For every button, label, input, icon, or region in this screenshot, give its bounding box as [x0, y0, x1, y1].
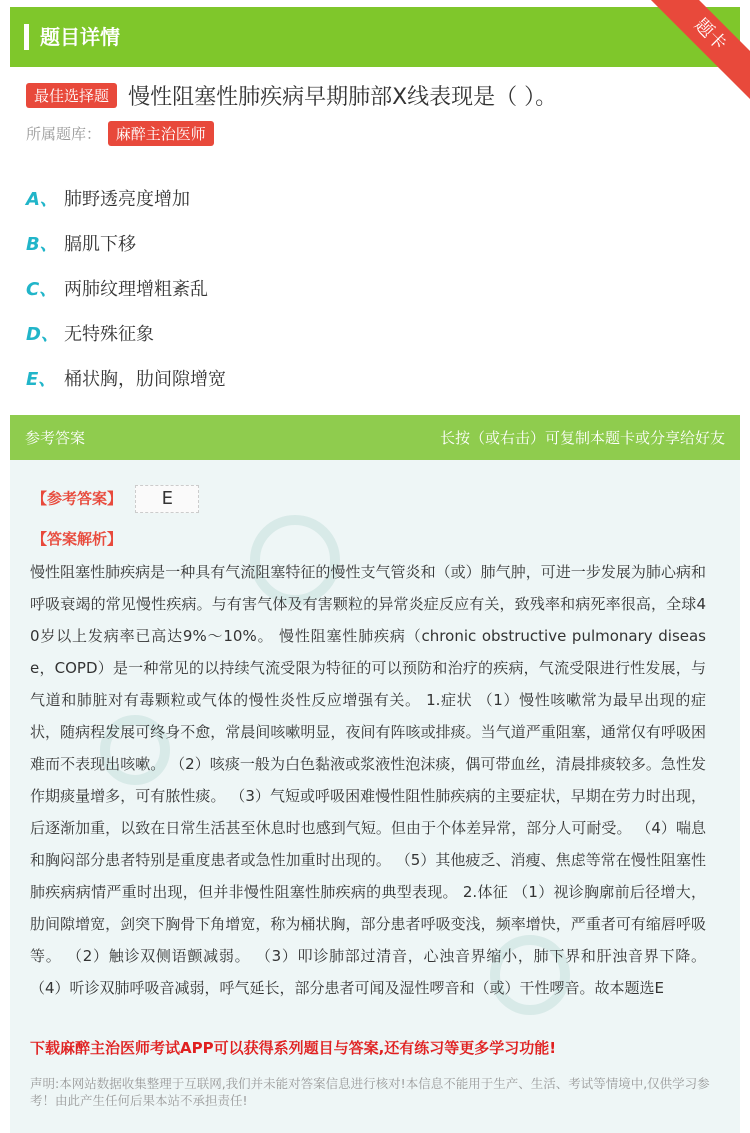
option-c[interactable] [26, 265, 226, 310]
page-title: 题目详情 [40, 25, 120, 49]
answer-panel [10, 415, 740, 1133]
option-text: 两肺纹理增粗紊乱 [64, 278, 208, 300]
reference-answer [32, 485, 199, 513]
option-d[interactable] [26, 310, 226, 355]
option-letter: D、 [26, 323, 59, 345]
options-list [26, 175, 226, 400]
app-download-link[interactable]: 下载麻醉主治医师考试APP可以获得系列题目与答案,还有练习等更多学习功能! [30, 1039, 557, 1057]
answer-header [10, 415, 740, 460]
answer-value-image: E [135, 485, 199, 513]
bank-tag[interactable]: 麻醉主治医师 [108, 121, 214, 146]
answer-header-title: 参考答案 [25, 429, 86, 447]
option-e[interactable] [26, 355, 226, 400]
option-letter: A、 [26, 188, 58, 210]
question-bank-row [26, 121, 214, 146]
option-letter: C、 [26, 278, 58, 300]
option-text: 膈肌下移 [64, 233, 136, 255]
option-text: 肺野透亮度增加 [64, 188, 190, 210]
option-letter: B、 [26, 233, 58, 255]
option-b[interactable] [26, 220, 226, 265]
option-a[interactable] [26, 175, 226, 220]
analysis-text: 慢性阻塞性肺疾病是一种具有气流阻塞特征的慢性支气管炎和（或）肺气肿，可进一步发展为肺心病和呼吸衰竭的常见慢性疾病。与有害气体及有害颗粒的异常炎症反应有关，致残率和病死率很高，全球40岁以上发病率已高达9%～10%。 慢性阻塞性肺疾病（chronic obstructive pulmonary disease，COPD）是一种常见的以持续气流受限为特征的可以预防和治疗的疾病，气流受限进行性发展，与气道和肺脏对有毒颗粒或气体的慢性炎性反应增强有关。 1.症状 （1）慢性咳嗽常为最早出现的症状，随病程发展可终身不愈，常晨间咳嗽明显，夜间有阵咳或排痰。当气道严重阻塞，通常仅有呼吸困难而不表现出咳嗽。 （2）咳痰一般为白色黏液或浆液性泡沫痰，偶可带血丝，清晨排痰较多。急性发作期痰量增多，可有脓性痰。 （3）气短或呼吸困难慢性阻性肺疾病的主要症状，早期在劳力时出现，后逐渐加重，以致在日常生活甚至休息时也感到气短。但由于个体差异常，部分人可耐受。 （4）喘息和胸闷部分患者特别是重度患者或急性加重时出现的。 （5）其他疲乏、消瘦、焦虑等常在慢性阻塞性肺疾病病情严重时出现，但并非慢性阻塞性肺疾病的典型表现。 2.体征 （1）视诊胸廓前后径增大，肋间隙增宽，剑突下胸骨下角增宽，称为桶状胸，部分患者呼吸变浅，频率增快，严重者可有缩唇呼吸等。 （2）触诊双侧语颤减弱。 （3）叩诊肺部过清音，心浊音界缩小，肺下界和肝浊音界下降。 （4）听诊双肺呼吸音减弱，呼气延长，部分患者可闻及湿性啰音和（或）干性啰音。故本题选E [30, 563, 706, 997]
bank-label: 所属题库： [26, 125, 102, 143]
analysis-label: 【答案解析】 [32, 530, 123, 548]
header-accent-bar [24, 24, 29, 50]
question-type-badge: 最佳选择题 [26, 83, 117, 108]
page-header [10, 7, 740, 67]
ribbon-label[interactable]: 题卡 [650, 0, 750, 100]
option-letter: E、 [26, 368, 57, 390]
option-text: 桶状胸，肋间隙增宽 [64, 368, 226, 390]
question-row [26, 80, 736, 111]
share-hint: 长按（或右击）可复制本题卡或分享给好友 [439, 429, 725, 447]
option-text: 无特殊征象 [64, 323, 154, 345]
reference-answer-label: 【参考答案】 [32, 489, 123, 508]
question-text: 慢性阻塞性肺疾病早期肺部X线表现是（ ）。 [128, 85, 558, 110]
disclaimer: 声明:本网站数据收集整理于互联网,我们并未能对答案信息进行核对!本信息不能用于生产、生活、考试等情境中,仅供学习参考！由此产生任何后果本站不承担责任! [30, 1076, 710, 1108]
